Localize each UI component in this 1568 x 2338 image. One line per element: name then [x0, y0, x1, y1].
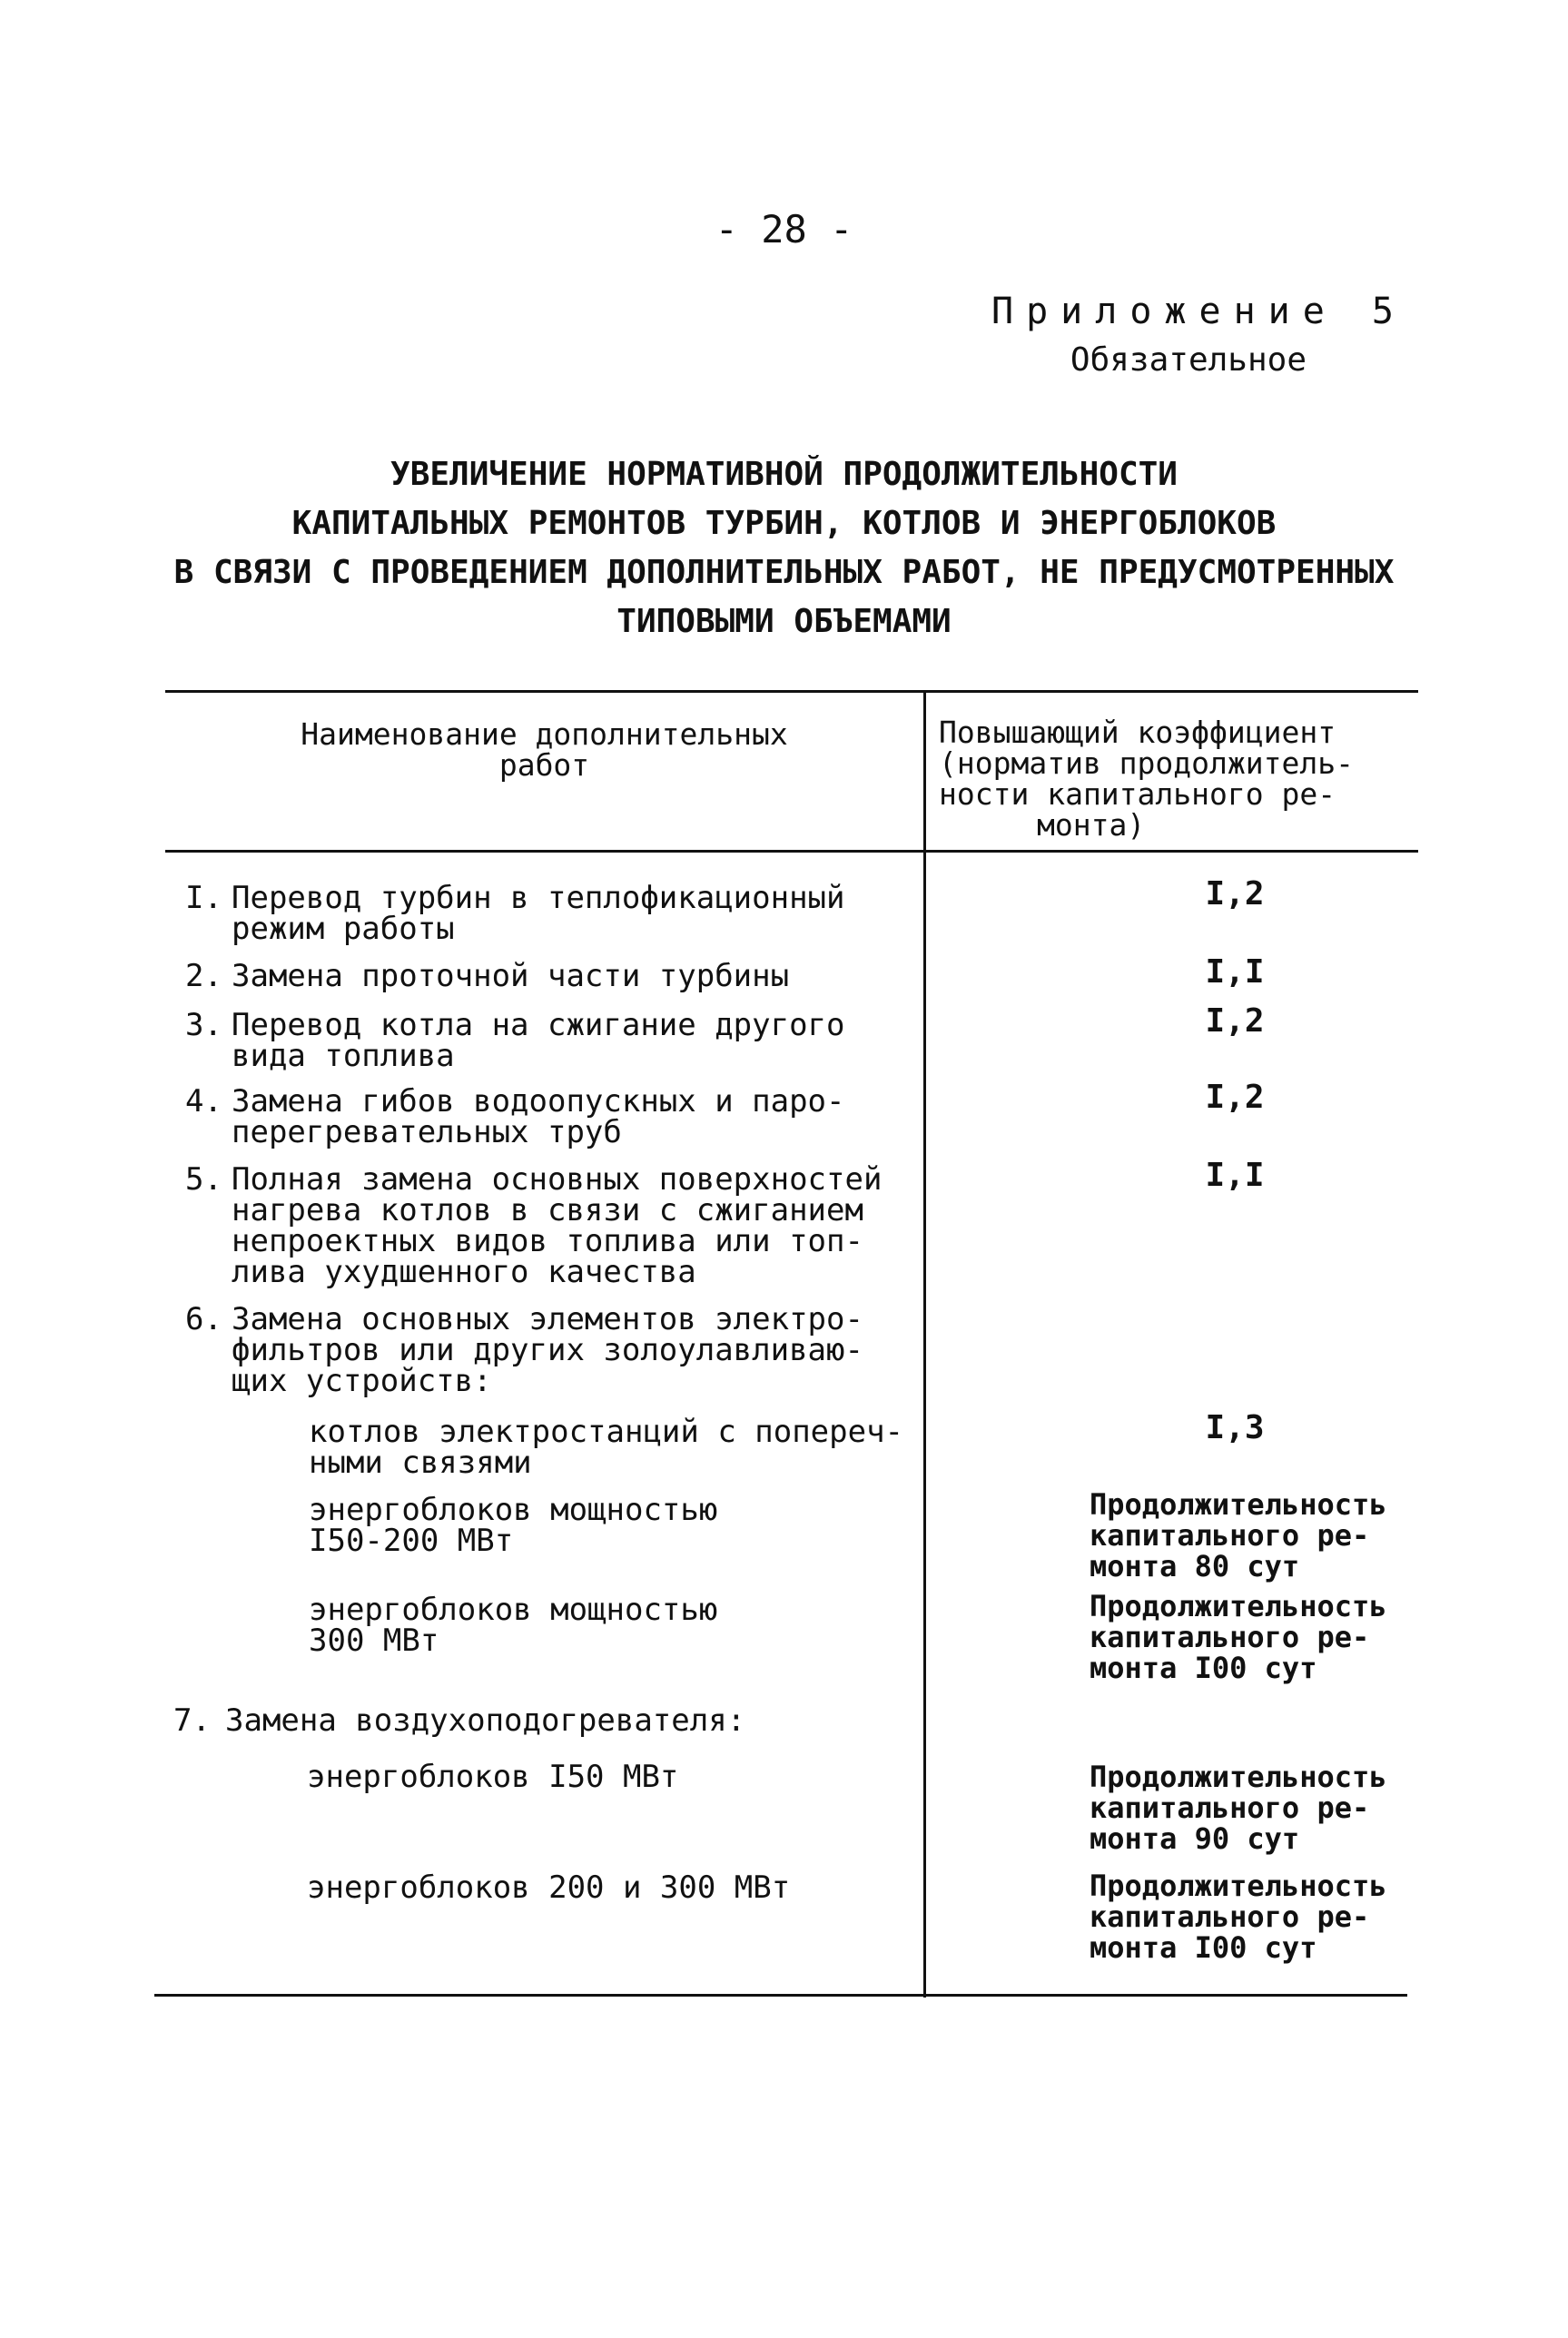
appendix-label: Приложение 5 [991, 291, 1406, 332]
table-bottom-rule [154, 1994, 1407, 1997]
row-number: 4. [185, 1083, 222, 1120]
page-number: - 28 - [715, 207, 853, 252]
row-text: Замена основных элементов электро- фильтров или других золоулавливаю- щих устройств: [232, 1301, 863, 1399]
row-duration: Продолжительность капитального ре- монта 90 сут [1090, 1760, 1387, 1856]
row-text: Перевод котла на сжигание другого вида топлива [232, 1007, 845, 1074]
row-text: энергоблоков 200 и 300 МВт [307, 1869, 791, 1906]
column-header-coefficient: Повышающий коэффициент (норматив продолжитель- ности капитального ре- монта) [939, 715, 1354, 843]
row-number: I. [185, 880, 222, 916]
title-line: КАПИТАЛЬНЫХ РЕМОНТОВ ТУРБИН, КОТЛОВ И ЭНЕРГОБЛОКОВ [291, 505, 1277, 542]
row-duration: Продолжительность капитального ре- монта I00 сут [1090, 1589, 1387, 1685]
row-coefficient: I,2 [1205, 1002, 1265, 1040]
row-text: Замена воздухоподогревателя: [225, 1702, 746, 1739]
row-text: Перевод турбин в теплофикационный режим работы [232, 880, 845, 947]
row-text: Замена проточной части турбины [232, 958, 790, 994]
title-line: ТИПОВЫМИ ОБЪЕМАМИ [616, 603, 952, 640]
row-text: Полная замена основных поверхностей нагрева котлов в связи с сжиганием непроектных видов топлива или топ- лива ухудшенного качества [232, 1161, 883, 1290]
row-text: энергоблоков мощностью I50-200 МВт [309, 1492, 718, 1559]
row-coefficient: I,I [1205, 1157, 1265, 1194]
row-coefficient: I,I [1205, 953, 1265, 991]
row-number: 7. [173, 1702, 211, 1739]
row-text: котлов электростанций с попереч- ными связями [309, 1414, 904, 1481]
appendix-status: Обязательное [1070, 341, 1307, 379]
row-number: 6. [185, 1301, 222, 1337]
row-text: энергоблоков I50 МВт [307, 1759, 679, 1795]
row-coefficient: I,3 [1205, 1409, 1265, 1446]
table-header-rule [165, 850, 1418, 853]
row-coefficient: I,2 [1205, 875, 1265, 913]
row-duration: Продолжительность капитального ре- монта 80 сут [1090, 1487, 1387, 1583]
row-duration: Продолжительность капитального ре- монта I00 сут [1090, 1869, 1387, 1965]
table-top-rule [165, 690, 1418, 693]
row-number: 3. [185, 1007, 222, 1043]
title-line: В СВЯЗИ С ПРОВЕДЕНИЕМ ДОПОЛНИТЕЛЬНЫХ РАБОТ, НЕ ПРЕДУСМОТРЕННЫХ [173, 554, 1395, 591]
row-text: энергоблоков мощностью 300 МВт [309, 1592, 718, 1659]
row-number: 5. [185, 1161, 222, 1198]
document-title [109, 450, 1459, 646]
row-text: Замена гибов водоопускных и паро- перегревательных труб [232, 1083, 845, 1150]
title-line: УВЕЛИЧЕНИЕ НОРМАТИВНОЙ ПРОДОЛЖИТЕЛЬНОСТИ [390, 456, 1178, 493]
row-number: 2. [185, 958, 222, 994]
column-header-work-name: Наименование дополнительных работ [301, 716, 788, 783]
row-coefficient: I,2 [1205, 1079, 1265, 1116]
